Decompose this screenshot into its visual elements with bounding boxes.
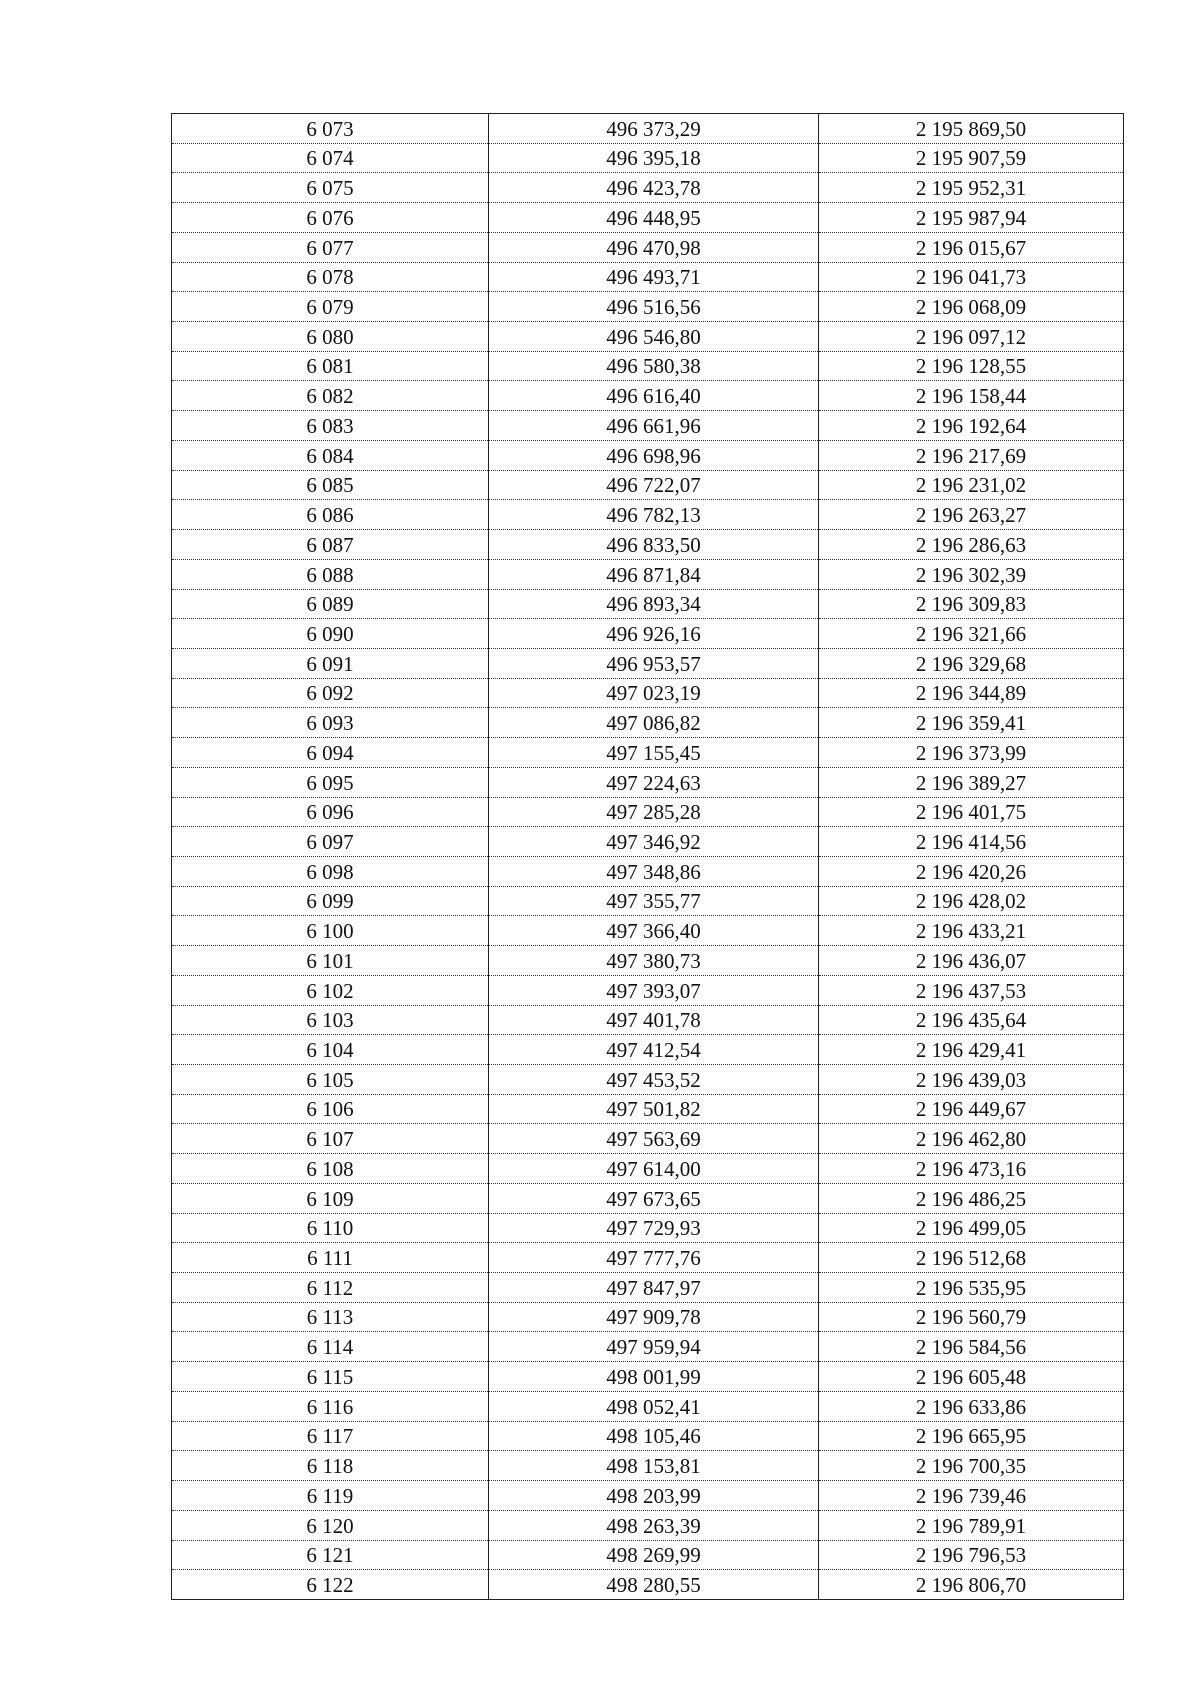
y-coordinate-cell: 2 195 987,94 [819,203,1124,233]
point-number-cell: 6 115 [172,1362,489,1392]
y-coordinate-cell: 2 195 952,31 [819,173,1124,203]
table-row [172,1451,1124,1481]
point-number-cell: 6 117 [172,1421,489,1451]
y-coordinate-cell: 2 196 263,27 [819,500,1124,530]
x-coordinate-cell: 496 616,40 [489,381,819,411]
x-coordinate-cell: 497 614,00 [489,1154,819,1184]
x-coordinate-cell: 497 155,45 [489,738,819,768]
table-row [172,1332,1124,1362]
point-number-cell: 6 113 [172,1302,489,1332]
y-coordinate-cell: 2 196 420,26 [819,856,1124,886]
x-coordinate-cell: 497 777,76 [489,1243,819,1273]
x-coordinate-cell: 497 366,40 [489,916,819,946]
table-row [172,322,1124,352]
table-row [172,440,1124,470]
table-row [172,886,1124,916]
x-coordinate-cell: 497 023,19 [489,678,819,708]
y-coordinate-cell: 2 196 437,53 [819,975,1124,1005]
point-number-cell: 6 075 [172,173,489,203]
table-row [172,411,1124,441]
x-coordinate-cell: 497 673,65 [489,1183,819,1213]
y-coordinate-cell: 2 196 535,95 [819,1273,1124,1303]
table-row [172,1154,1124,1184]
x-coordinate-cell: 497 348,86 [489,856,819,886]
table-row [172,1035,1124,1065]
y-coordinate-cell: 2 196 806,70 [819,1570,1124,1600]
x-coordinate-cell: 496 722,07 [489,470,819,500]
y-coordinate-cell: 2 196 439,03 [819,1065,1124,1095]
y-coordinate-cell: 2 196 192,64 [819,411,1124,441]
x-coordinate-cell: 496 493,71 [489,262,819,292]
point-number-cell: 6 091 [172,648,489,678]
table-row [172,500,1124,530]
y-coordinate-cell: 2 196 321,66 [819,619,1124,649]
table-row [172,1065,1124,1095]
table-row [172,827,1124,857]
y-coordinate-cell: 2 196 789,91 [819,1510,1124,1540]
table-row [172,173,1124,203]
point-number-cell: 6 111 [172,1243,489,1273]
point-number-cell: 6 096 [172,797,489,827]
y-coordinate-cell: 2 196 473,16 [819,1154,1124,1184]
x-coordinate-cell: 497 563,69 [489,1124,819,1154]
table-row [172,203,1124,233]
point-number-cell: 6 089 [172,589,489,619]
table-row [172,262,1124,292]
x-coordinate-cell: 498 052,41 [489,1391,819,1421]
y-coordinate-cell: 2 196 700,35 [819,1451,1124,1481]
point-number-cell: 6 077 [172,232,489,262]
table-row [172,1005,1124,1035]
point-number-cell: 6 100 [172,916,489,946]
table-row [172,975,1124,1005]
y-coordinate-cell: 2 196 286,63 [819,530,1124,560]
table-row [172,1273,1124,1303]
table-row [172,708,1124,738]
table-row [172,1302,1124,1332]
table-row [172,351,1124,381]
coordinates-table [171,113,1124,1600]
table-row [172,1124,1124,1154]
point-number-cell: 6 078 [172,262,489,292]
x-coordinate-cell: 496 423,78 [489,173,819,203]
y-coordinate-cell: 2 196 309,83 [819,589,1124,619]
table-row [172,1183,1124,1213]
point-number-cell: 6 085 [172,470,489,500]
table-row [172,648,1124,678]
point-number-cell: 6 076 [172,203,489,233]
table-row [172,559,1124,589]
point-number-cell: 6 109 [172,1183,489,1213]
point-number-cell: 6 074 [172,143,489,173]
point-number-cell: 6 095 [172,767,489,797]
y-coordinate-cell: 2 196 302,39 [819,559,1124,589]
table-row [172,114,1124,144]
table-row [172,1243,1124,1273]
x-coordinate-cell: 496 926,16 [489,619,819,649]
y-coordinate-cell: 2 196 428,02 [819,886,1124,916]
point-number-cell: 6 090 [172,619,489,649]
y-coordinate-cell: 2 196 097,12 [819,322,1124,352]
table-row [172,1570,1124,1600]
point-number-cell: 6 116 [172,1391,489,1421]
y-coordinate-cell: 2 196 433,21 [819,916,1124,946]
table-row [172,1421,1124,1451]
point-number-cell: 6 101 [172,946,489,976]
x-coordinate-cell: 496 580,38 [489,351,819,381]
table-row [172,143,1124,173]
point-number-cell: 6 102 [172,975,489,1005]
table-row [172,797,1124,827]
point-number-cell: 6 110 [172,1213,489,1243]
y-coordinate-cell: 2 196 796,53 [819,1540,1124,1570]
x-coordinate-cell: 497 959,94 [489,1332,819,1362]
x-coordinate-cell: 498 269,99 [489,1540,819,1570]
y-coordinate-cell: 2 196 633,86 [819,1391,1124,1421]
x-coordinate-cell: 497 729,93 [489,1213,819,1243]
point-number-cell: 6 088 [172,559,489,589]
y-coordinate-cell: 2 196 414,56 [819,827,1124,857]
table-row [172,1481,1124,1511]
point-number-cell: 6 093 [172,708,489,738]
point-number-cell: 6 121 [172,1540,489,1570]
y-coordinate-cell: 2 196 217,69 [819,440,1124,470]
table-row [172,1510,1124,1540]
point-number-cell: 6 094 [172,738,489,768]
table-row [172,916,1124,946]
point-number-cell: 6 092 [172,678,489,708]
x-coordinate-cell: 496 373,29 [489,114,819,144]
x-coordinate-cell: 496 546,80 [489,322,819,352]
x-coordinate-cell: 497 380,73 [489,946,819,976]
y-coordinate-cell: 2 196 373,99 [819,738,1124,768]
table-row [172,767,1124,797]
x-coordinate-cell: 497 412,54 [489,1035,819,1065]
table-row [172,470,1124,500]
table-row [172,1094,1124,1124]
y-coordinate-cell: 2 196 462,80 [819,1124,1124,1154]
point-number-cell: 6 084 [172,440,489,470]
point-number-cell: 6 097 [172,827,489,857]
point-number-cell: 6 086 [172,500,489,530]
table-row [172,1362,1124,1392]
y-coordinate-cell: 2 196 231,02 [819,470,1124,500]
x-coordinate-cell: 497 401,78 [489,1005,819,1035]
y-coordinate-cell: 2 195 907,59 [819,143,1124,173]
y-coordinate-cell: 2 196 739,46 [819,1481,1124,1511]
x-coordinate-cell: 497 285,28 [489,797,819,827]
point-number-cell: 6 082 [172,381,489,411]
x-coordinate-cell: 497 355,77 [489,886,819,916]
point-number-cell: 6 080 [172,322,489,352]
x-coordinate-cell: 496 470,98 [489,232,819,262]
point-number-cell: 6 079 [172,292,489,322]
table-row [172,678,1124,708]
y-coordinate-cell: 2 196 015,67 [819,232,1124,262]
point-number-cell: 6 118 [172,1451,489,1481]
x-coordinate-cell: 496 661,96 [489,411,819,441]
point-number-cell: 6 081 [172,351,489,381]
x-coordinate-cell: 496 782,13 [489,500,819,530]
point-number-cell: 6 073 [172,114,489,144]
x-coordinate-cell: 497 346,92 [489,827,819,857]
x-coordinate-cell: 497 453,52 [489,1065,819,1095]
x-coordinate-cell: 497 501,82 [489,1094,819,1124]
table-row [172,232,1124,262]
table-row [172,856,1124,886]
y-coordinate-cell: 2 196 344,89 [819,678,1124,708]
x-coordinate-cell: 497 847,97 [489,1273,819,1303]
x-coordinate-cell: 498 105,46 [489,1421,819,1451]
table-row [172,619,1124,649]
y-coordinate-cell: 2 196 158,44 [819,381,1124,411]
y-coordinate-cell: 2 196 401,75 [819,797,1124,827]
y-coordinate-cell: 2 196 128,55 [819,351,1124,381]
point-number-cell: 6 112 [172,1273,489,1303]
point-number-cell: 6 099 [172,886,489,916]
point-number-cell: 6 105 [172,1065,489,1095]
point-number-cell: 6 106 [172,1094,489,1124]
x-coordinate-cell: 496 516,56 [489,292,819,322]
point-number-cell: 6 103 [172,1005,489,1035]
table-row [172,738,1124,768]
y-coordinate-cell: 2 196 389,27 [819,767,1124,797]
y-coordinate-cell: 2 196 041,73 [819,262,1124,292]
point-number-cell: 6 114 [172,1332,489,1362]
x-coordinate-cell: 496 833,50 [489,530,819,560]
y-coordinate-cell: 2 196 486,25 [819,1183,1124,1213]
y-coordinate-cell: 2 196 499,05 [819,1213,1124,1243]
y-coordinate-cell: 2 196 605,48 [819,1362,1124,1392]
table-row [172,530,1124,560]
x-coordinate-cell: 496 395,18 [489,143,819,173]
y-coordinate-cell: 2 196 329,68 [819,648,1124,678]
x-coordinate-cell: 498 203,99 [489,1481,819,1511]
x-coordinate-cell: 497 909,78 [489,1302,819,1332]
table-row [172,1391,1124,1421]
y-coordinate-cell: 2 196 429,41 [819,1035,1124,1065]
point-number-cell: 6 107 [172,1124,489,1154]
point-number-cell: 6 108 [172,1154,489,1184]
y-coordinate-cell: 2 196 359,41 [819,708,1124,738]
x-coordinate-cell: 498 280,55 [489,1570,819,1600]
point-number-cell: 6 083 [172,411,489,441]
y-coordinate-cell: 2 196 665,95 [819,1421,1124,1451]
table-row [172,946,1124,976]
y-coordinate-cell: 2 196 560,79 [819,1302,1124,1332]
x-coordinate-cell: 498 001,99 [489,1362,819,1392]
x-coordinate-cell: 496 448,95 [489,203,819,233]
y-coordinate-cell: 2 196 435,64 [819,1005,1124,1035]
table-row [172,589,1124,619]
coordinates-table-body [172,114,1124,1600]
x-coordinate-cell: 497 086,82 [489,708,819,738]
point-number-cell: 6 120 [172,1510,489,1540]
table-row [172,381,1124,411]
x-coordinate-cell: 498 263,39 [489,1510,819,1540]
x-coordinate-cell: 497 224,63 [489,767,819,797]
y-coordinate-cell: 2 196 436,07 [819,946,1124,976]
point-number-cell: 6 104 [172,1035,489,1065]
x-coordinate-cell: 496 871,84 [489,559,819,589]
x-coordinate-cell: 497 393,07 [489,975,819,1005]
point-number-cell: 6 122 [172,1570,489,1600]
y-coordinate-cell: 2 196 068,09 [819,292,1124,322]
y-coordinate-cell: 2 196 449,67 [819,1094,1124,1124]
point-number-cell: 6 119 [172,1481,489,1511]
x-coordinate-cell: 496 698,96 [489,440,819,470]
y-coordinate-cell: 2 196 512,68 [819,1243,1124,1273]
x-coordinate-cell: 496 893,34 [489,589,819,619]
y-coordinate-cell: 2 196 584,56 [819,1332,1124,1362]
table-row [172,1540,1124,1570]
x-coordinate-cell: 498 153,81 [489,1451,819,1481]
table-row [172,292,1124,322]
y-coordinate-cell: 2 195 869,50 [819,114,1124,144]
point-number-cell: 6 087 [172,530,489,560]
x-coordinate-cell: 496 953,57 [489,648,819,678]
point-number-cell: 6 098 [172,856,489,886]
table-row [172,1213,1124,1243]
